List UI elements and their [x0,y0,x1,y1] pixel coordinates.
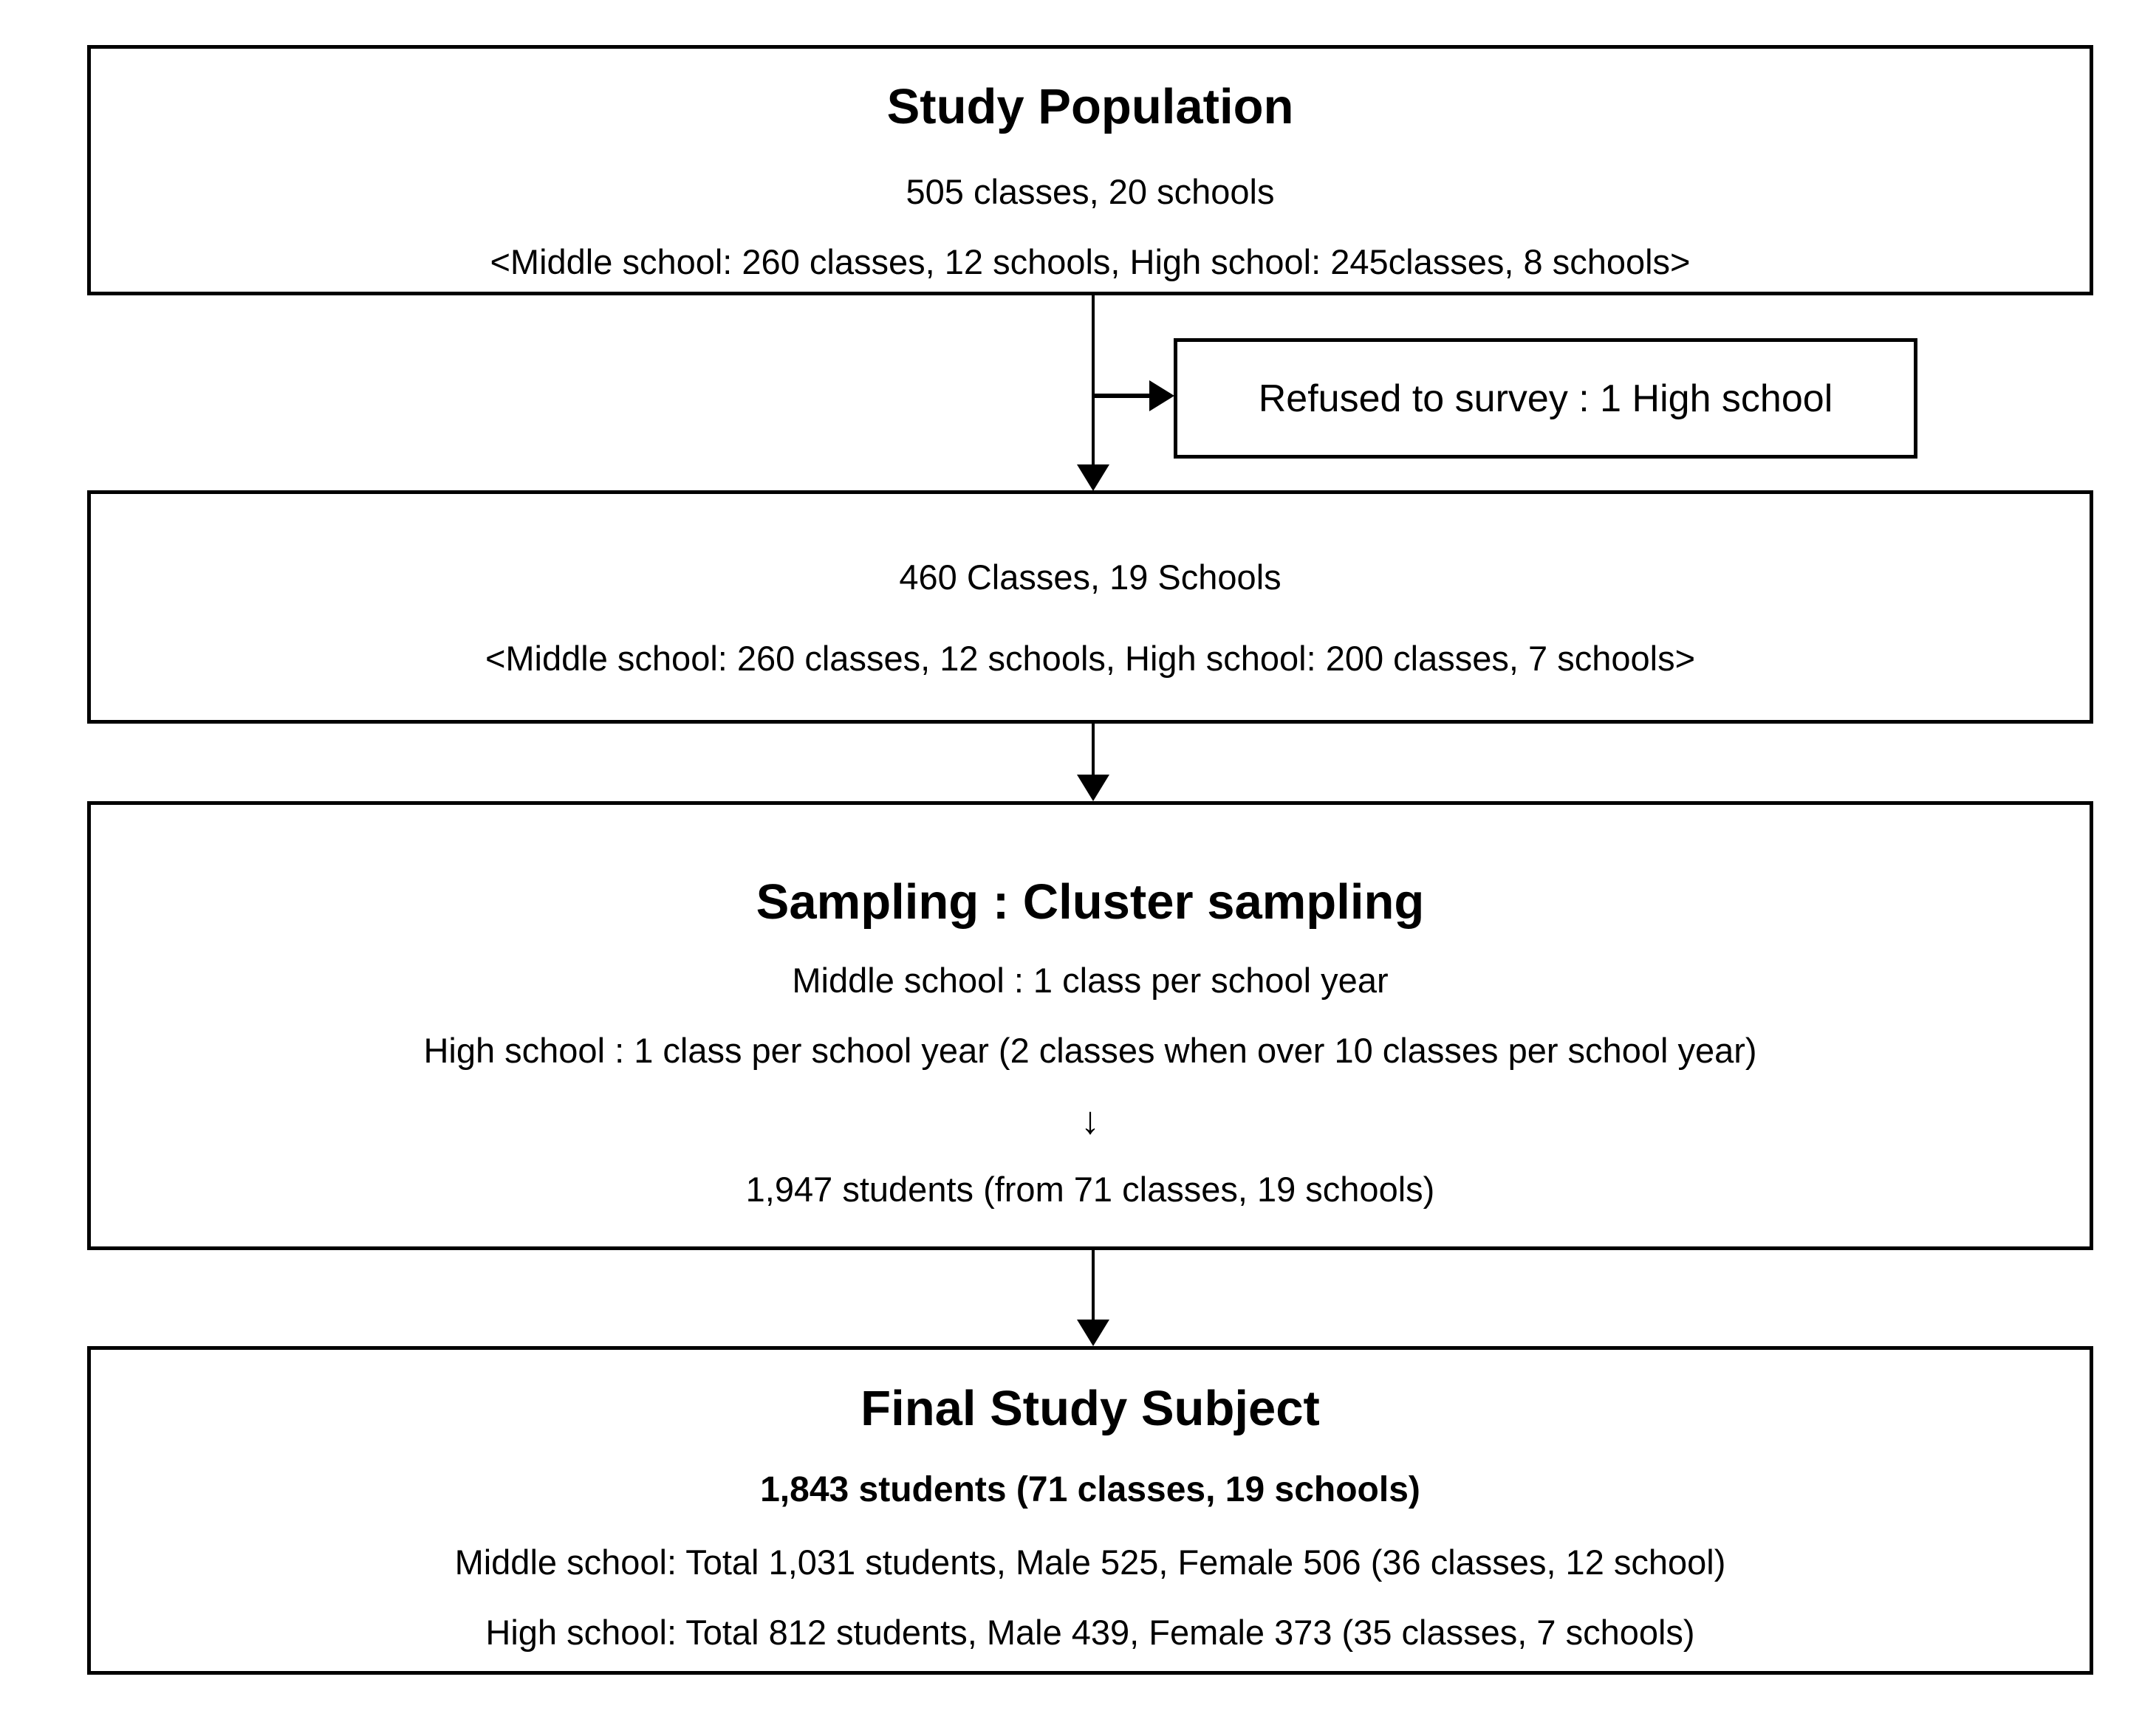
arrowhead-down-to-sampling-icon [1077,775,1109,801]
arrow-line-branch-refused [1093,394,1151,398]
study-population-title: Study Population [886,79,1294,134]
final-study-subject-box [87,1346,2093,1675]
sampling-box [87,801,2093,1250]
enrolled-counts: 460 Classes, 19 Schools [899,557,1282,597]
sampling-result: 1,947 students (from 71 classes, 19 schools) [745,1170,1435,1209]
final-study-subject-title: Final Study Subject [860,1381,1320,1436]
sampling-middle-school-rule: Middle school : 1 class per school year [792,961,1389,1000]
study-population-counts: 505 classes, 20 schools [906,172,1275,211]
arrow-line-enrolled-to-sampling [1092,724,1095,775]
arrow-line-sampling-to-final [1092,1250,1095,1320]
final-high-school-breakdown: High school: Total 812 students, Male 439, Female 373 (35 classes, 7 schools) [485,1613,1695,1652]
final-middle-school-breakdown: Middle school: Total 1,031 students, Male 525, Female 506 (36 classes, 12 school) [454,1543,1726,1582]
study-population-box [87,45,2093,295]
enrolled-breakdown: <Middle school: 260 classes, 12 schools, High school: 200 classes, 7 schools> [485,639,1696,678]
sampling-internal-down-arrow-icon: ↓ [1081,1099,1100,1142]
arrow-line-population-to-enrolled [1092,295,1095,465]
final-total-counts: 1,843 students (71 classes, 19 schools) [760,1470,1420,1509]
arrowhead-down-to-enrolled-icon [1077,464,1109,491]
sampling-title: Sampling : Cluster sampling [756,874,1425,930]
sampling-high-school-rule: High school : 1 class per school year (2 classes when over 10 classes per school year) [423,1031,1757,1070]
arrowhead-down-to-final-icon [1077,1320,1109,1346]
refused-to-survey-text: Refused to survey : 1 High school [1258,377,1833,420]
refused-to-survey-box [1174,338,1917,459]
study-population-breakdown: <Middle school: 260 classes, 12 schools, High school: 245classes, 8 schools> [490,242,1691,281]
arrowhead-right-refused-icon [1149,380,1174,411]
enrolled-classes-box [87,490,2093,724]
